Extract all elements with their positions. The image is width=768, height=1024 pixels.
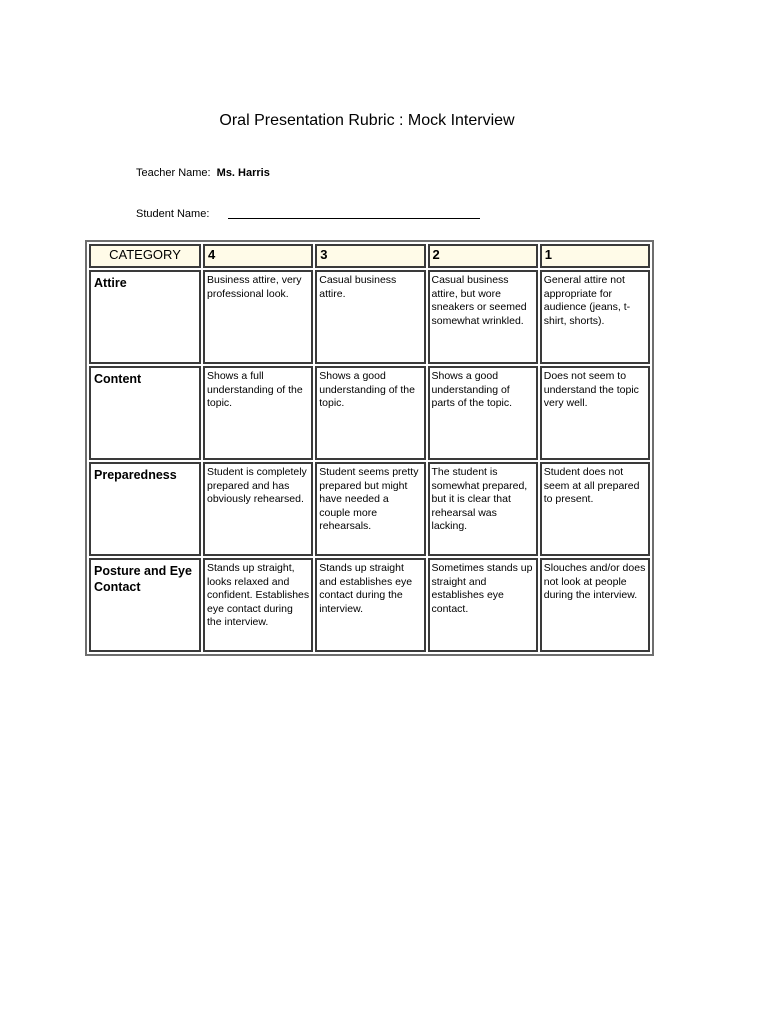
student-name-label: Student Name: — [136, 208, 210, 220]
header-score-4: 4 — [203, 244, 313, 268]
category-cell: Content — [89, 366, 201, 460]
criteria-cell: Stands up straight and establishes eye contact during the interview. — [315, 558, 425, 652]
teacher-name-label: Teacher Name: — [136, 167, 211, 179]
criteria-cell: Student seems pretty prepared but might have needed a couple more rehearsals. — [315, 462, 425, 556]
criteria-cell: Shows a good understanding of the topic. — [315, 366, 425, 460]
criteria-cell: Does not seem to understand the topic very well. — [540, 366, 650, 460]
header-score-1: 1 — [540, 244, 650, 268]
table-row — [89, 270, 650, 364]
criteria-cell: Sometimes stands up straight and establishes eye contact. — [428, 558, 538, 652]
table-row — [89, 366, 650, 460]
header-category: CATEGORY — [89, 244, 201, 268]
category-cell: Preparedness — [89, 462, 201, 556]
header-score-2: 2 — [428, 244, 538, 268]
teacher-name-line — [136, 167, 270, 179]
page-title: Oral Presentation Rubric : Mock Interview — [219, 112, 515, 129]
teacher-name-value: Ms. Harris — [216, 167, 270, 179]
criteria-cell: General attire not appropriate for audience (jeans, t-shirt, shorts). — [540, 270, 650, 364]
rubric-header-row — [89, 244, 650, 268]
rubric-table — [85, 240, 654, 656]
table-row — [89, 558, 650, 652]
criteria-cell: The student is somewhat prepared, but it is clear that rehearsal was lacking. — [428, 462, 538, 556]
category-cell: Posture and Eye Contact — [89, 558, 201, 652]
criteria-cell: Stands up straight, looks relaxed and confident. Establishes eye contact during the interview. — [203, 558, 313, 652]
table-row — [89, 462, 650, 556]
student-name-blank — [228, 207, 480, 219]
criteria-cell: Shows a full understanding of the topic. — [203, 366, 313, 460]
criteria-cell: Slouches and/or does not look at people during the interview. — [540, 558, 650, 652]
criteria-cell: Student is completely prepared and has obviously rehearsed. — [203, 462, 313, 556]
header-score-3: 3 — [315, 244, 425, 268]
criteria-cell: Casual business attire. — [315, 270, 425, 364]
criteria-cell: Business attire, very professional look. — [203, 270, 313, 364]
criteria-cell: Casual business attire, but wore sneakers or seemed somewhat wrinkled. — [428, 270, 538, 364]
category-cell: Attire — [89, 270, 201, 364]
criteria-cell: Student does not seem at all prepared to present. — [540, 462, 650, 556]
student-name-line — [136, 207, 480, 220]
criteria-cell: Shows a good understanding of parts of the topic. — [428, 366, 538, 460]
